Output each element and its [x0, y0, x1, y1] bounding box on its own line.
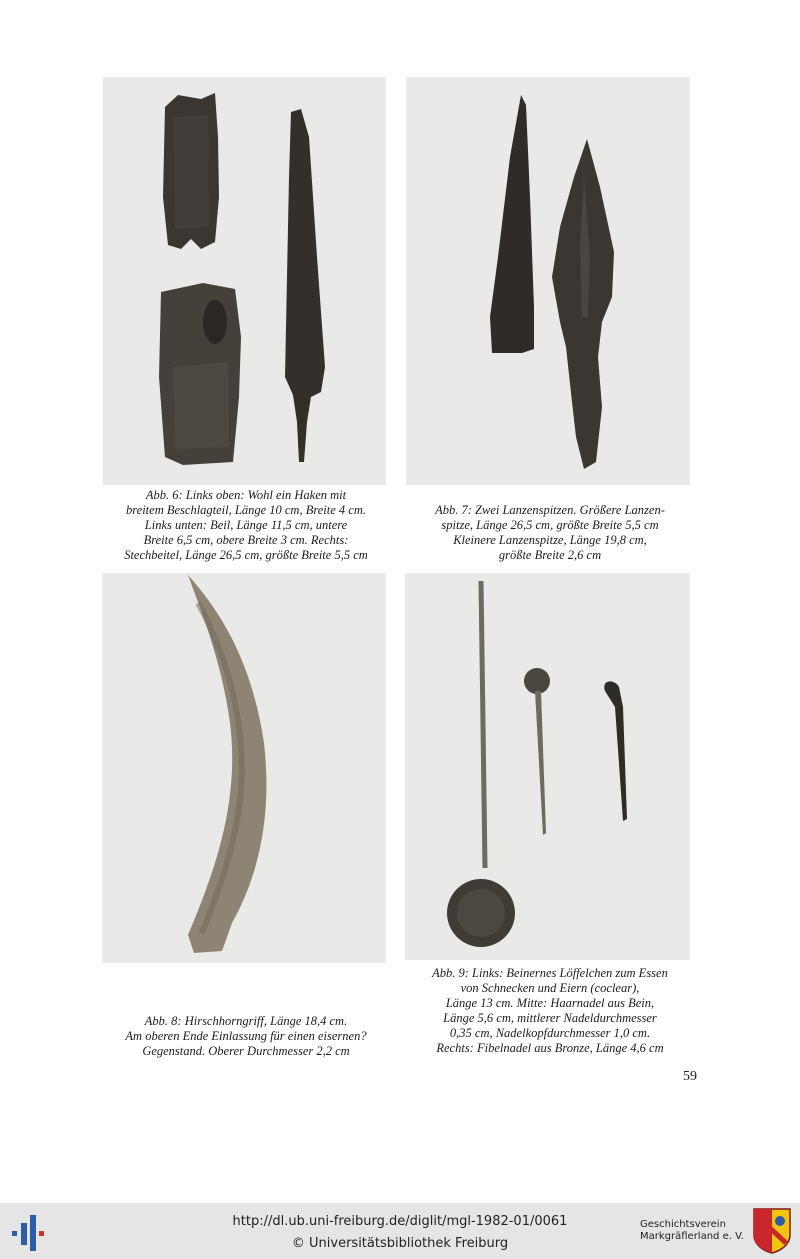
footer-society-name — [640, 1219, 750, 1243]
caption-abb-7 — [404, 503, 696, 563]
page-number: 59 — [683, 1069, 697, 1084]
caption-abb-8 — [100, 1014, 392, 1059]
photo-abb-6 — [103, 77, 386, 485]
bone-hair-pin — [524, 668, 550, 694]
small-lance-point — [490, 95, 534, 353]
caption-line: Breite 6,5 cm, obere Breite 3 cm. Rechts: — [143, 533, 349, 547]
photo-abb-7 — [406, 77, 690, 485]
photo-abb-9 — [405, 573, 690, 960]
caption-line: Länge 5,6 cm, mittlerer Nadeldurchmesser — [443, 1011, 657, 1025]
caption-line: Gegenstand. Oberer Durchmesser 2,2 cm — [142, 1044, 350, 1058]
caption-abb-9 — [404, 966, 696, 1056]
caption-line: Stechbeitel, Länge 26,5 cm, größte Breite 5,5 cm — [124, 548, 368, 562]
caption-line: größte Breite 2,6 cm — [498, 548, 602, 562]
society-line: Geschichtsverein — [640, 1219, 726, 1230]
caption-line: breitem Beschlagteil, Länge 10 cm, Breite 4 cm. — [126, 503, 366, 517]
caption-line: spitze, Länge 26,5 cm, größte Breite 5,5 cm — [441, 518, 659, 532]
caption-line: Kleinere Lanzenspitze, Länge 19,8 cm, — [453, 533, 647, 547]
antler-handle — [188, 575, 266, 953]
society-line: Markgräflerland e. V. — [640, 1231, 744, 1242]
chisel-artifact — [285, 109, 325, 462]
caption-line: 0,35 cm, Nadelkopfdurchmesser 1,0 cm. — [449, 1026, 651, 1040]
footer-url-link[interactable]: http://dl.ub.uni-freiburg.de/diglit/mgl-1982-01/0061 — [232, 1214, 568, 1229]
caption-line: Länge 13 cm. Mitte: Haarnadel aus Bein, — [445, 996, 655, 1010]
footer-bar — [0, 1203, 800, 1259]
caption-line: Abb. 6: Links oben: Wohl ein Haken mit — [145, 488, 347, 502]
caption-line: Abb. 8: Hirschhorngriff, Länge 18,4 cm. — [144, 1014, 348, 1028]
footer-copyright: © Universitätsbibliothek Freiburg — [291, 1236, 509, 1251]
photo-abb-8 — [102, 573, 386, 963]
caption-line: von Schnecken und Eiern (coclear), — [460, 981, 640, 995]
caption-line: Links unten: Beil, Länge 11,5 cm, untere — [144, 518, 348, 532]
caption-line: Rechts: Fibelnadel aus Bronze, Länge 4,6 cm — [436, 1041, 664, 1055]
caption-line: Am oberen Ende Einlassung für einen eisernen? — [125, 1029, 367, 1043]
caption-line: Abb. 7: Zwei Lanzenspitzen. Größere Lanzen- — [435, 503, 665, 517]
caption-line: Abb. 9: Links: Beinernes Löffelchen zum Essen — [432, 966, 668, 980]
caption-abb-6 — [100, 488, 392, 563]
coat-of-arms-icon[interactable] — [752, 1207, 792, 1255]
bronze-fibula-pin — [604, 681, 627, 821]
